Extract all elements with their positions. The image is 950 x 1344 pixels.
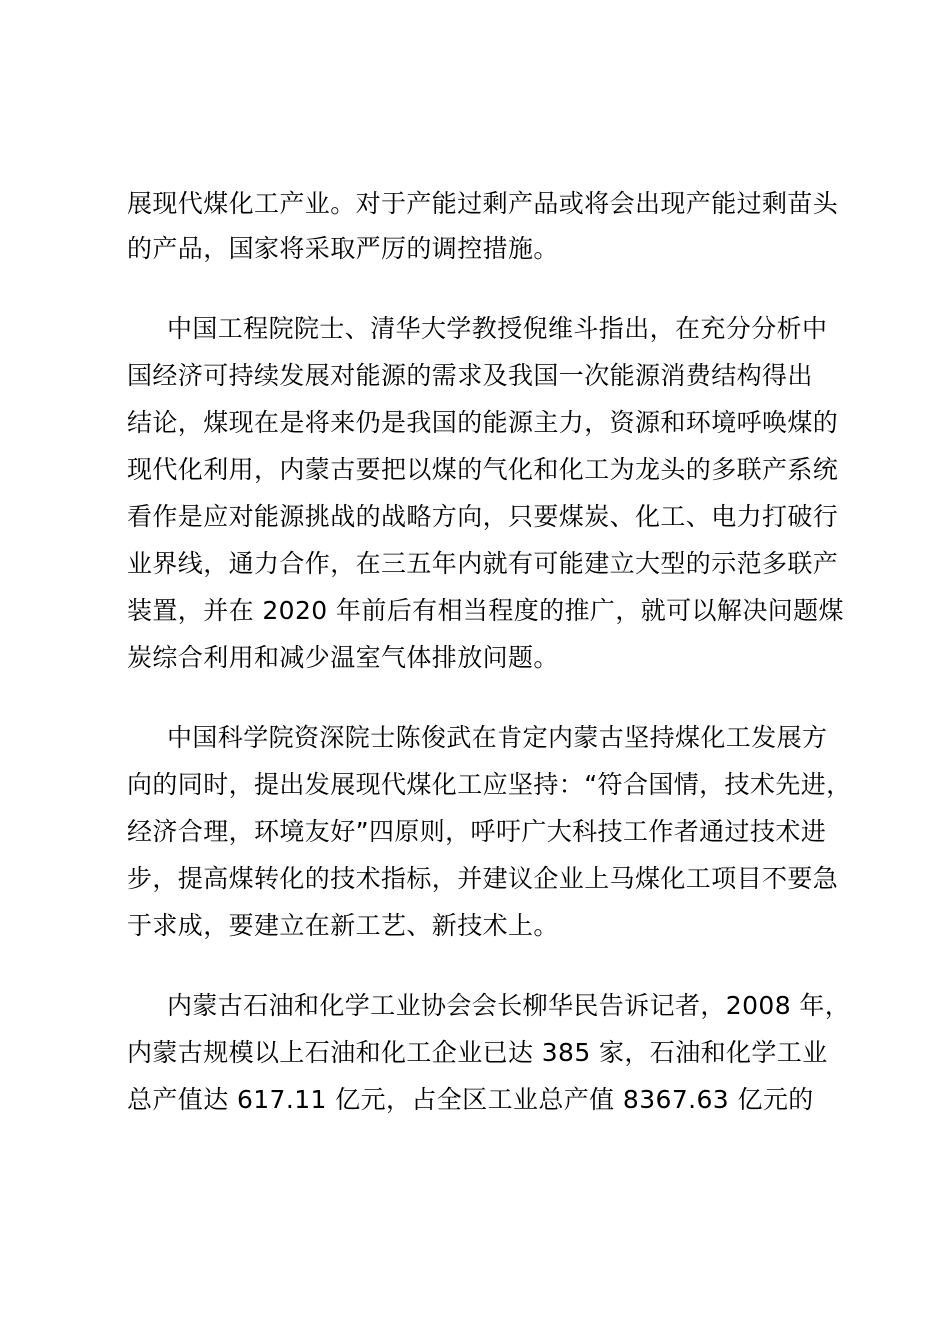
paragraph-2-line-7: 装置，并在 2020 年前后有相当程度的推广，就可以解决问题煤 — [127, 596, 844, 625]
paragraph-3-line-3: 经济合理，环境友好”四原则，呼吁广大科技工作者通过技术进 — [127, 817, 827, 846]
paragraph-1-line-2: 的产品，国家将采取严厉的调控措施。 — [127, 234, 559, 263]
paragraph-2-line-6: 业界线，通力合作，在三五年内就有可能建立大型的示范多联产 — [127, 549, 839, 578]
paragraph-2-line-5: 看作是应对能源挑战的战略方向，只要煤炭、化工、电力打破行 — [127, 502, 839, 531]
paragraph-4-line-3: 总产值达 617.11 亿元，占全区工业总产值 8367.63 亿元的 — [127, 1085, 814, 1114]
paragraph-3-line-5: 于求成，要建立在新工艺、新技术上。 — [127, 911, 559, 940]
paragraph-2-line-8: 炭综合利用和减少温室气体排放问题。 — [127, 643, 559, 672]
paragraph-4-line-1: 内蒙古石油和化学工业协会会长柳华民告诉记者，2008 年， — [167, 991, 851, 1020]
paragraph-2-line-1: 中国工程院院士、清华大学教授倪维斗指出，在充分分析中 — [167, 314, 828, 343]
paragraph-3-line-2: 向的同时，提出发展现代煤化工应坚持：“符合国情，技术先进， — [127, 770, 852, 799]
paragraph-2-line-3: 结论，煤现在是将来仍是我国的能源主力，资源和环境呼唤煤的 — [127, 408, 839, 437]
paragraph-3-line-4: 步，提高煤转化的技术指标，并建议企业上马煤化工项目不要急 — [127, 864, 839, 893]
paragraph-1-line-1: 展现代煤化工产业。对于产能过剩产品或将会出现产能过剩苗头 — [127, 189, 839, 218]
paragraph-3-line-1: 中国科学院资深院士陈俊武在肯定内蒙古坚持煤化工发展方 — [167, 723, 828, 752]
paragraph-2-line-4: 现代化利用，内蒙古要把以煤的气化和化工为龙头的多联产系统 — [127, 455, 839, 484]
paragraph-4-line-2: 内蒙古规模以上石油和化工企业已达 385 家，石油和化学工业 — [127, 1038, 828, 1067]
paragraph-2-line-2: 国经济可持续发展对能源的需求及我国一次能源消费结构得出 — [127, 361, 813, 390]
